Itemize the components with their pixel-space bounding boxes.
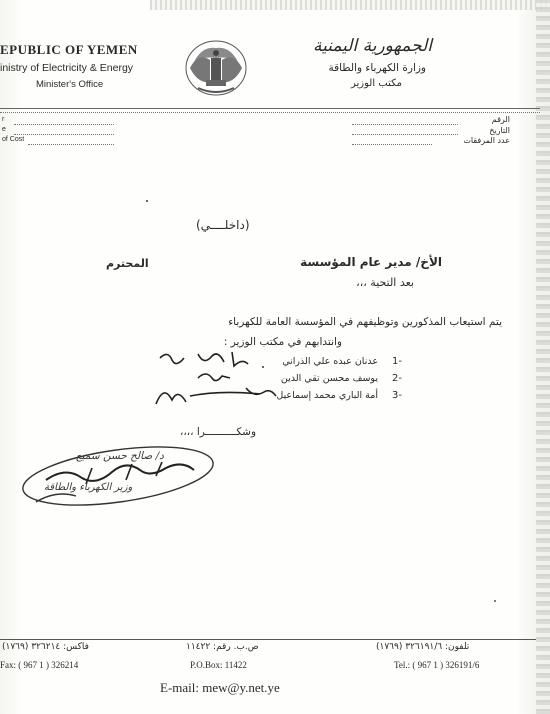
yemen-eagle-emblem <box>184 38 248 98</box>
signatory-name: د/ صالح حسن سميع <box>76 450 164 462</box>
honorific: المحترم <box>106 257 149 270</box>
letterhead-ar-line1: الجمهورية اليمنية <box>312 36 432 56</box>
list-item-2-name: يوسف محسن تقي الدين <box>280 373 378 384</box>
scan-noise-top <box>150 0 550 10</box>
header-rule-top <box>0 108 540 109</box>
field-ar-date-line <box>352 134 458 135</box>
paragraph-line2: وانتدابهم في مكتب الوزير : <box>223 336 342 348</box>
closing: وشكــــــــــرا ،،،، <box>180 426 257 438</box>
letterhead-en-line2: inistry of Electricity & Energy <box>0 62 134 74</box>
field-en-date-line <box>14 134 114 135</box>
field-ar-attachments: عدد المرفقات <box>463 136 510 145</box>
paragraph-line1: يتم استيعاب المذكورين وتوظيفهم في المؤسسة العامة للكهرباء <box>228 316 502 328</box>
footer-tel-en: Tel.: ( 967 1 ) 326191/6 <box>394 660 480 670</box>
field-en-number: r <box>2 116 5 123</box>
footer-pobox-en: P.O.Box: 11422 <box>190 660 247 670</box>
scan-speck <box>146 200 148 202</box>
addressee: الأخ/ مدير عام المؤسسة <box>300 255 442 269</box>
letterhead-en-line1: EPUBLIC OF YEMEN <box>0 42 138 57</box>
classification-label: (داخلــــي) <box>196 218 250 232</box>
field-ar-number-line <box>352 124 458 125</box>
handwritten-signature <box>16 440 216 520</box>
field-ar-attachments-line <box>352 144 432 145</box>
field-en-attachments: of Cost <box>2 136 25 143</box>
scan-speck <box>262 366 264 368</box>
list-item-2-number: -2 <box>392 373 402 384</box>
letterhead-ar-line2: وزارة الكهرباء والطاقة <box>328 62 426 74</box>
letterhead-en-line3: Minister's Office <box>36 79 104 90</box>
list-item-1-number: -1 <box>392 356 402 367</box>
field-en-number-line <box>14 124 114 125</box>
field-ar-number: الرقم <box>491 115 510 124</box>
footer-fax-ar: فاكس: ٣٢٦٢١٤ (١٧٦٩) <box>2 642 89 652</box>
list-item-1-name: عدنان عبده علي الذراني <box>282 356 378 367</box>
signatory-title: وزير الكهرباء والطاقة <box>44 482 133 493</box>
handwritten-annotations <box>150 348 280 412</box>
list-item-3-name: أمة الباري محمد إسماعيل <box>276 390 378 401</box>
letterhead-ar-line3: مكتب الوزير <box>350 78 402 89</box>
field-en-date: e <box>2 126 6 133</box>
header-rule-dotted <box>0 112 540 113</box>
scan-speck <box>494 600 496 602</box>
footer-rule <box>0 639 536 640</box>
footer-pobox-ar: ص.ب. رقم: ١١٤٢٢ <box>186 642 259 652</box>
footer-email: E-mail: mew@y.net.ye <box>160 680 280 695</box>
list-item-3-number: -3 <box>392 390 402 401</box>
field-ar-date: التاريخ <box>489 126 510 135</box>
greeting: بعد التحية ،،، <box>356 276 414 289</box>
footer-fax-en: Fax: ( 967 1 ) 326214 <box>0 660 79 670</box>
footer-tel-ar: تلفون: ٣٢٦١٩١/٦ (١٧٦٩) <box>376 642 470 652</box>
field-en-attachments-line <box>28 144 114 145</box>
